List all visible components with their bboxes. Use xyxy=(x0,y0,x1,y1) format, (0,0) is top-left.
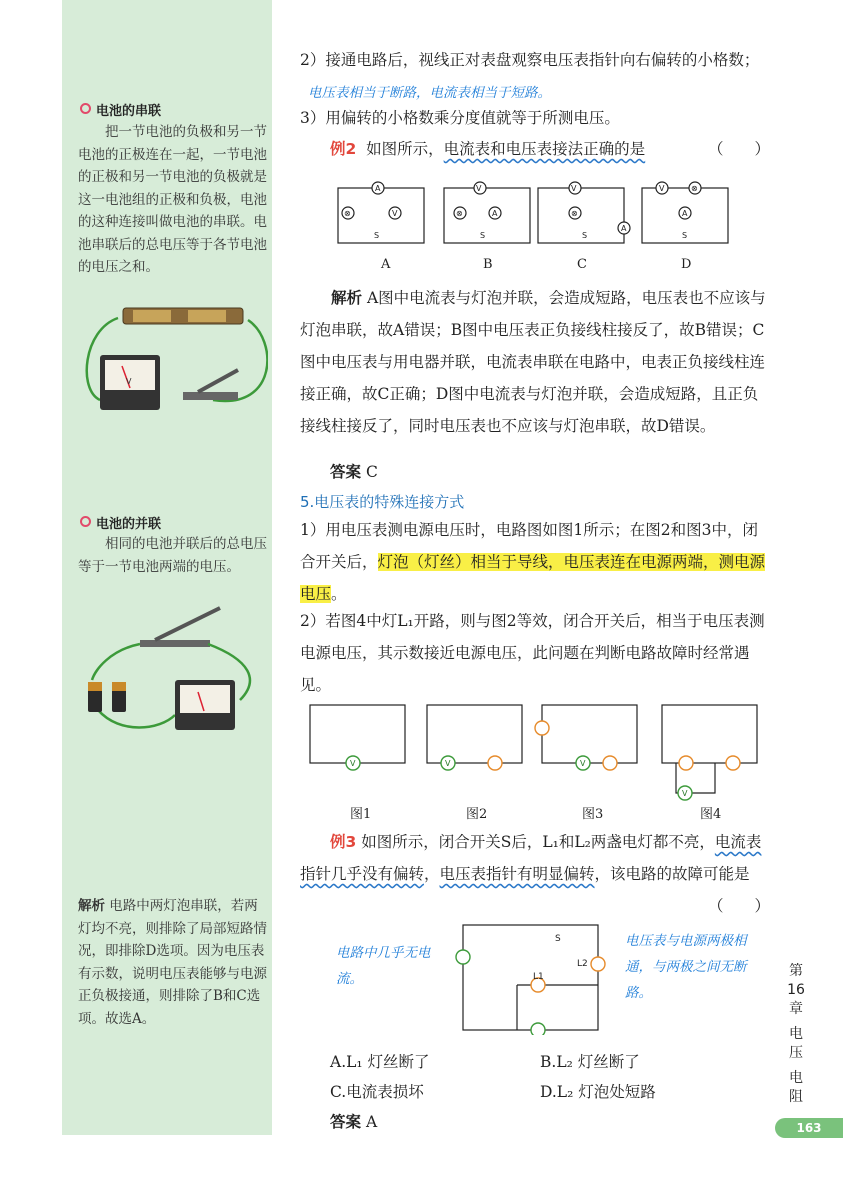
section-5-para-2: 2）若图4中灯L₁开路，则与图2等效，闭合开关后，相当于电压表测电源电压，其示数接近电源电压，此问题在判断电路故障时经常遇见。 xyxy=(300,612,765,694)
svg-text:V: V xyxy=(445,759,451,768)
note-left: 电路中几乎无电流。 xyxy=(336,945,431,987)
option-label-c: C xyxy=(577,257,587,272)
figure-3-label: 图3 xyxy=(582,807,604,822)
note-right: 电压表与电源两极相通，与两极之间无断路。 xyxy=(625,933,747,1001)
svg-text:S: S xyxy=(555,934,561,944)
choice-c: C.电流表损坏 xyxy=(330,1083,424,1101)
example3-answer: 答案 A xyxy=(330,1113,378,1131)
svg-text:V: V xyxy=(659,184,665,193)
svg-text:A: A xyxy=(492,209,498,218)
sidebar-text-series: 把一节电池的负极和另一节电池的正极连在一起，一节电池的正极和另一节电池的负极就是这一电池组的正极和负极，电池的这种连接叫做电池的串联。电池串联后的总电压等于各节电池的电压之和。 xyxy=(78,124,267,275)
example2-analysis: 解析 A图中电流表与灯泡并联，会造成短路，电压表也不应该与灯泡串联，故A错误；B图中电压表正负接线柱接反了，故B错误；C图中电压表与用电器并联，电流表串联在电路中，电表正负接线柱连接正确，故C正确；D图中电流表与灯泡并联，会造成短路，且正负接线柱接反了，同时电压表也不应该与灯泡串联，故D错误。 xyxy=(300,289,766,435)
svg-text:⊗: ⊗ xyxy=(571,209,578,218)
option-label-b: B xyxy=(483,257,493,272)
section-5-title: 5.电压表的特殊连接方式 xyxy=(300,493,465,511)
svg-text:⊗: ⊗ xyxy=(344,209,351,218)
svg-text:L2: L2 xyxy=(577,959,588,969)
svg-text:A: A xyxy=(682,209,688,218)
example2-circuits xyxy=(330,168,780,258)
svg-text:S: S xyxy=(374,231,380,240)
sidebar-heading-parallel: 电池的并联 xyxy=(80,513,161,532)
choice-b: B.L₂ 灯丝断了 xyxy=(540,1053,640,1071)
battery-series-illustration xyxy=(78,300,268,420)
svg-text:V: V xyxy=(126,377,132,386)
section-5-para-1: 1）用电压表测电源电压时，电路图如图1所示；在图2和图3中，闭合开关后，灯泡（灯丝）相当于导线，电压表连在电源两端，测电源电压。 xyxy=(300,521,766,603)
chapter-tab: 第 16 章 电 压 电 阻 xyxy=(787,963,805,1105)
option-label-a: A xyxy=(381,257,391,272)
svg-text:A: A xyxy=(375,184,381,193)
example2-question: 例2 如图所示，电流表和电压表接法正确的是 （ ） xyxy=(330,140,770,158)
svg-text:⊗: ⊗ xyxy=(456,209,463,218)
svg-text:⊗: ⊗ xyxy=(691,184,698,193)
page-number: 163 xyxy=(775,1118,843,1138)
svg-text:A: A xyxy=(621,224,627,233)
svg-text:V: V xyxy=(571,184,577,193)
sidebar-text-parallel: 相同的电池并联后的总电压等于一节电池两端的电压。 xyxy=(78,536,267,575)
choice-a: A.L₁ 灯丝断了 xyxy=(330,1053,430,1071)
svg-text:V: V xyxy=(580,759,586,768)
example3-question: 例3 如图所示，闭合开关S后，L₁和L₂两盏电灯都不亮，电流表指针几乎没有偏转，电压表指针有明显偏转，该电路的故障可能是 （ ） xyxy=(300,833,770,915)
step-3: 3）用偏转的小格数乘分度值就等于所测电压。 xyxy=(300,109,620,127)
bullet-icon xyxy=(80,103,91,114)
sidebar-heading-series: 电池的串联 xyxy=(80,100,161,119)
example2-answer: 答案 C xyxy=(330,463,378,481)
svg-text:V: V xyxy=(392,209,398,218)
sidebar-analysis: 解析 电路中两灯泡串联，若两灯均不亮，则排除了局部短路情况，即排除D选项。因为电压表有示数，说明电压表能够与电源正负极接通，则排除了B和C选项。故选A。 xyxy=(78,898,267,1027)
svg-text:V: V xyxy=(682,789,688,798)
svg-text:L1: L1 xyxy=(533,972,544,982)
svg-text:V: V xyxy=(350,759,356,768)
svg-text:S: S xyxy=(480,231,486,240)
figures-1-4 xyxy=(305,695,775,805)
choice-d: D.L₂ 灯泡处短路 xyxy=(540,1083,656,1101)
option-label-d: D xyxy=(681,257,692,272)
svg-text:S: S xyxy=(582,231,588,240)
bullet-icon xyxy=(80,516,91,527)
example3-circuit xyxy=(455,915,615,1035)
battery-parallel-illustration xyxy=(80,600,270,740)
figure-2-label: 图2 xyxy=(466,807,488,822)
svg-text:V: V xyxy=(476,184,482,193)
step-2: 2）接通电路后，视线正对表盘观察电压表指针向右偏转的小格数；电压表相当于断路，电流表相当于短路。 xyxy=(300,51,760,101)
figure-4-label: 图4 xyxy=(700,807,722,822)
svg-text:S: S xyxy=(682,231,688,240)
figure-1-label: 图1 xyxy=(350,807,372,822)
